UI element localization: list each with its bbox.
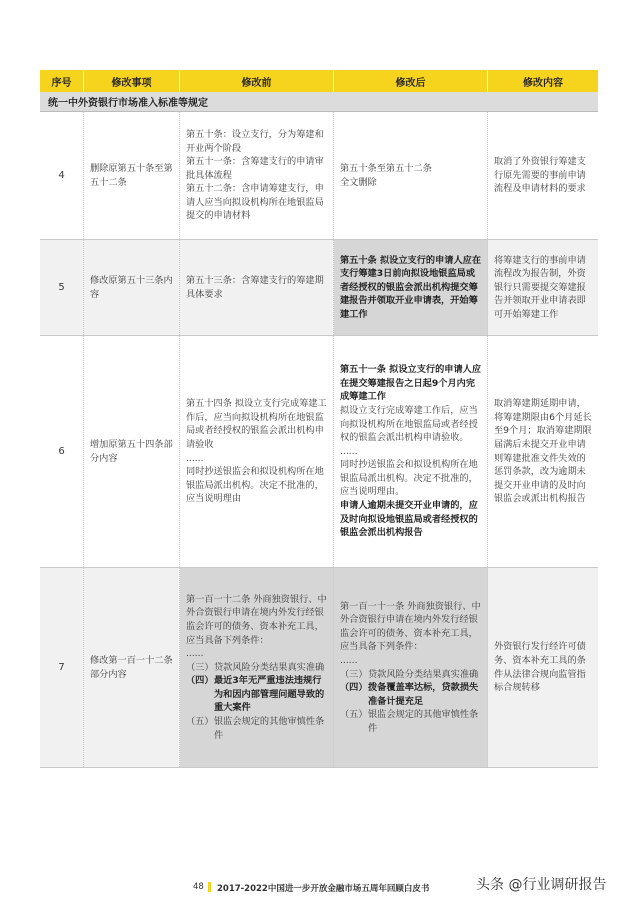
before-subitem: （五） 银监会规定的其他审慎性条件 (186, 716, 325, 741)
before-line: ...... (186, 648, 204, 660)
before-line: 第五十三条：含筹建支行的筹建期具体要求 (186, 274, 324, 300)
after-line: 第五十条 拟设立支行的申请人应在支行筹建3日前向拟设地银监局或者经授权的银监会派出机构提交筹建报告并领取开业申请表，开始筹建工作 (340, 254, 482, 320)
before-line: 第五十二条：含申请筹建支行，申请人应当向拟设机构所在地银监局提交的申请材料 (186, 183, 324, 222)
before-subitem: （三） 贷款风险分类结果真实准确 (186, 661, 325, 673)
row-no: 7 (40, 568, 84, 767)
after-subitem: （五） 银监会规定的其他审慎性条件 (340, 709, 479, 734)
row-before (180, 568, 334, 767)
row-item: 增加原第五十四条部分内容 (84, 336, 180, 567)
after-line: ...... (340, 654, 358, 666)
row-change: 外资银行发行经许可债务、资本补充工具的条件从法律合规向监管指标合规转移 (494, 641, 586, 694)
table-row (40, 336, 598, 568)
after-line: 第一百一十一条 外商独资银行、中外合资银行申请在境内外发行经银监会许可的债务、资本补充工具，应当具备下列条件： (340, 600, 481, 653)
header-after: 修改后 (334, 70, 488, 92)
header-item: 修改事项 (84, 70, 180, 92)
before-line: ...... (186, 452, 204, 464)
row-change: 取消筹建期延期申请，将筹建期限由6个月延长至9个月；取消筹建期限届满后未提交开业申请则筹建批准文件失效的惩罚条款，改为逾期未提交开业申请的及时向银监会或派出机构报告 (494, 398, 592, 505)
before-line: 第五十一条：含筹建支行的申请审批具体流程 (186, 156, 324, 181)
after-subitem: （三） 贷款风险分类结果真实准确 (340, 668, 479, 680)
row-before (180, 336, 334, 567)
after-subitem: （四） 拨备覆盖率达标，贷款损失准备计提充足 (340, 682, 479, 707)
table-header (40, 70, 598, 92)
after-line: 申请人逾期未提交开业申请的，应及时向拟设地银监局或者经授权的银监会派出机构报告 (340, 500, 478, 539)
row-no: 6 (40, 336, 84, 567)
before-line: 第五十四条 拟设立支行完成筹建工作后，应当向拟设机构所在地银监局或者经授权的银监会派出机构申请验收 (186, 398, 327, 450)
page-number: 48 (193, 882, 204, 892)
row-change: 取消了外资银行筹建支行原先需要的事前申请流程及申请材料的要求 (494, 156, 586, 195)
header-before: 修改前 (180, 70, 334, 92)
row-no: 4 (40, 112, 84, 239)
row-item: 修改原第五十三条内容 (84, 240, 180, 335)
section-title: 统一中外资银行市场准入标准等规定 (40, 92, 598, 112)
row-before (180, 240, 334, 335)
row-item: 删除原第五十条至第五十二条 (84, 112, 180, 239)
after-line: 拟设立支行完成筹建工作后，应当向拟设机构所在地银监局或者经授权的银监会派出机构申请验收。 (340, 404, 478, 444)
table-row (40, 240, 598, 336)
after-line: ...... (340, 445, 358, 457)
after-line: 同时抄送银监会和拟设机构所在地银监局派出机构。决定不批准的，应当说明理由。 (340, 459, 478, 498)
after-line: 第五十一条 拟设立支行的申请人应在提交筹建报告之日起9个月内完成筹建工作 (340, 364, 482, 403)
row-after (334, 336, 488, 567)
before-line: 第五十条：设立支行，分为筹建和开业两个阶段 (186, 128, 324, 154)
table-row (40, 568, 598, 768)
after-line: 第五十条至第五十二条 (340, 162, 432, 174)
row-after (334, 240, 488, 335)
before-line: 同时抄送银监会和拟设机构所在地银监局派出机构。决定不批准的，应当说明理由 (186, 466, 324, 505)
row-before (180, 112, 334, 239)
after-line: 全文删除 (340, 176, 377, 188)
row-after (334, 568, 488, 767)
row-item: 修改第一百一十二条部分内容 (84, 568, 180, 767)
watermark: 头条 @行业调研报告 (476, 877, 607, 893)
footer-title: 2017-2022中国进一步开放金融市场五周年回顾白皮书 (217, 884, 430, 894)
row-change: 将筹建支行的事前申请流程改为报告制，外资银行只需要提交筹建报告并领取开业申请表即可开始筹建工作 (494, 254, 586, 320)
before-subitem: （四） 最近3年无严重违法违规行为和因内部管理问题导致的重大案件 (186, 675, 325, 714)
footer-accent-bar (208, 882, 211, 892)
header-no: 序号 (40, 70, 84, 92)
row-after (334, 112, 488, 239)
reform-table (40, 70, 598, 768)
table-row (40, 112, 598, 240)
before-line: 第一百一十二条 外商独资银行、中外合资银行申请在境内外发行经银监会许可的债务、资本补充工具，应当具备下列条件： (186, 593, 327, 646)
header-change: 修改内容 (523, 77, 563, 89)
row-no: 5 (40, 240, 84, 335)
